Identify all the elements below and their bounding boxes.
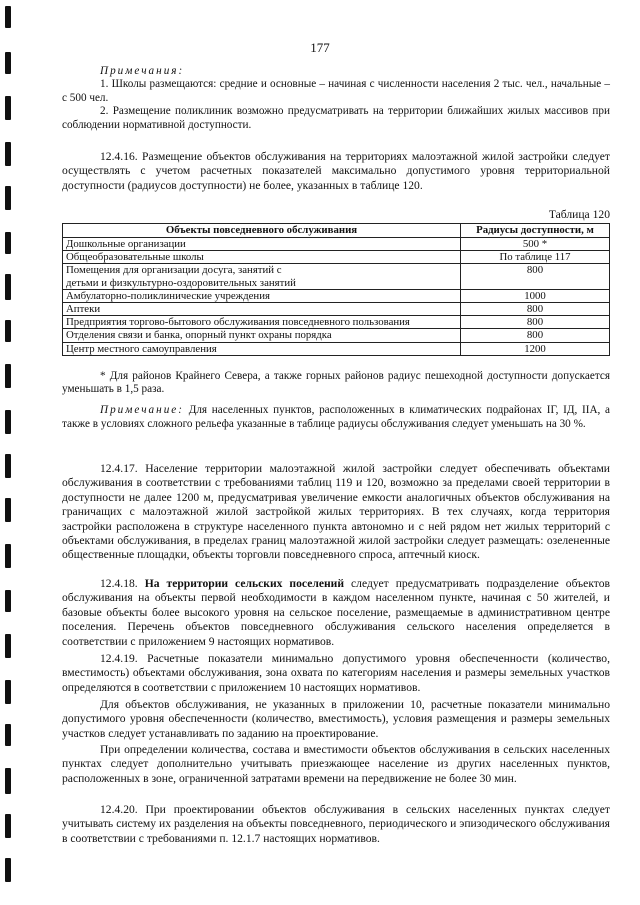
paragraph-text: 12.4.16. Размещение объектов обслуживания на территориях малоэтажной жилой застройки следует осуществлять с учетом расчетных показателей максимально допустимого уровня территориальной доступности (радиусов доступности) не более, указанных в таблице 120. [62,150,610,192]
column-header-object: Объекты повседневного обслуживания [63,224,461,238]
radius-cell: 500 * [461,238,610,251]
school-notes [62,65,610,132]
note-item: 1. Школы размещаются: средние и основные – начиная с численности населения 2 тыс. чел., начальные – с 500 чел. [62,78,610,104]
note-item: 2. Размещение поликлиник возможно предусматривать на территории ближайших жилых массивов при соблюдении нормативной доступности. [62,105,610,131]
page-number: 177 [310,40,330,55]
radius-cell: 1000 [461,289,610,302]
radius-cell: 800 [461,329,610,342]
object-cell: Общеобразовательные школы [63,251,461,264]
paragraph-village-calc [62,743,610,786]
object-cell: Дошкольные организации [63,238,461,251]
object-cell: Центр местного самоуправления [63,342,461,355]
table-row [63,303,610,316]
object-cell: Помещения для организации досуга, занятий с детьми и физкультурно-оздоровительных занятий [63,264,461,289]
notes-heading: Примечания: [100,65,185,77]
bold-phrase: На территории сельских поселений [144,577,345,590]
table-row [63,238,610,251]
paragraph-text: При определении количества, состава и вместимости объектов обслуживания в сельских населенных пунктах следует дополнительно учитывать приезжающее население из других населенных пунктов, расположенных в зоне, ограниченной затратами времени на передвижение не более 30 мин. [62,743,610,785]
service-radius-table [62,223,610,356]
paragraph-text: 12.4.19. Расчетные показатели минимально допустимого уровня обеспеченности (количество, вместимость) объектами обслуживания, зона охвата по категориям населения и размеры земельных участков определяются в соответствии с приложением 10 настоящих нормативов. [62,652,610,694]
radius-cell: 800 [461,303,610,316]
paragraph-text: 12.4.20. При проектировании объектов обслуживания в сельских населенных пунктах следует учитывать систему их разделения на объекты повседневного, периодического и эпизодического обслуживания в соответствии с требованиями п. 12.1.7 настоящих нормативов. [62,803,610,845]
table-header-row [63,224,610,238]
object-cell: Отделения связи и банка, опорный пункт охраны порядка [63,329,461,342]
paragraph-objects-not-listed [62,698,610,741]
table-row [63,329,610,342]
table-row [63,342,610,355]
table-row [63,264,610,289]
table-caption: Таблица 120 [548,208,610,221]
note-text: Для населенных пунктов, расположенных в климатических подрайонах IГ, IД, IIА, а также в условиях сложного рельефа указанные в таблице радиусы обслуживания следует уменьшать на 30 %. [62,404,610,430]
radius-cell: По таблице 117 [461,251,610,264]
paragraph-12-4-17 [62,462,610,563]
paragraph-12-4-20 [62,803,610,846]
paragraph-number: 12.4.18. [100,577,138,590]
paragraph-12-4-19 [62,652,610,695]
climate-note [62,404,610,432]
radius-cell: 800 [461,264,610,289]
table-row [63,289,610,302]
note-heading: Примечание: [100,404,184,416]
table-row [63,316,610,329]
paragraph-text: 12.4.17. Население территории малоэтажной жилой застройки следует обеспечивать объектами обслуживания в соответствии с требованиями таблиц 119 и 120, возможно за пределами своей территории в доступности не далее 1200 м, предусматривая увеличение емкости аналогичных объектов обслуживания на граничащих с малоэтажной жилой застройкой жилых территориях. В тех случаях, когда территория застройки расположена в структуре населенного пункта автономно и с ней рядом нет жилых территорий с объектами обслуживания, в пределах границ малоэтажной жилой застройки следует размещать: озелененные общественные площадки, объекты торговли повседневного спроса, аптечный киоск. [62,462,610,562]
object-cell: Аптеки [63,303,461,316]
object-cell: Предприятия торгово-бытового обслуживания повседневного пользования [63,316,461,329]
table-footnote [62,370,610,397]
paragraph-text: следует предусматривать подразделение объектов обслуживания на объекты первой необходимости в каждом населенном пункте, начиная с 50 жителей, и базовые объекты более высокого уровня на сельское поселение, размещаемые в административном центре поселения. Перечень объектов повседневного обслуживания сельского населения определяется в соответствии с приложением 9 настоящих нормативов. [62,577,610,648]
paragraph-text: Для объектов обслуживания, не указанных в приложении 10, расчетные показатели минимально допустимого уровня обеспеченности (количество, вместимость), условия размещения и размеры земельных участков следует устанавливать по заданию на проектирование. [62,698,610,740]
paragraph-12-4-18 [62,577,610,649]
table-row [63,251,610,264]
radius-cell: 800 [461,316,610,329]
column-header-radius: Радиусы доступности, м [461,224,610,238]
footnote-text: * Для районов Крайнего Севера, а также горных районов радиус пешеходной доступности допускается уменьшать в 1,5 раза. [62,370,610,396]
paragraph-12-4-16 [62,150,610,193]
radius-cell: 1200 [461,342,610,355]
object-cell: Амбулаторно-поликлинические учреждения [63,289,461,302]
